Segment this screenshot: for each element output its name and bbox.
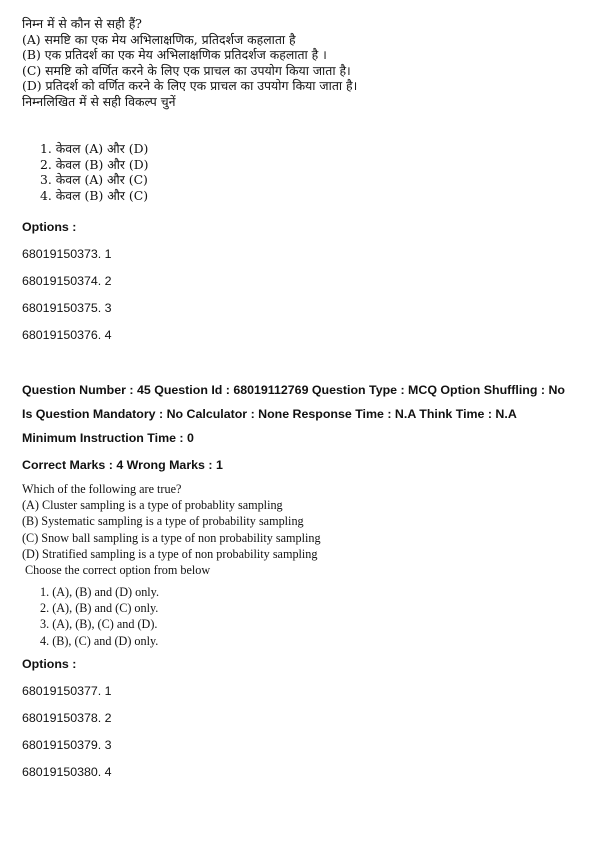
choice-item: 2. (A), (B) and (C) only. — [40, 601, 159, 616]
option-id: 68019150380. 4 — [22, 765, 112, 779]
choice-item: 4. (B), (C) and (D) only. — [40, 633, 159, 648]
question-45-choices — [40, 584, 575, 649]
choice-item: 4. केवल (B) और (C) — [40, 187, 149, 203]
question-line: (C) समष्टि को वर्णित करने के लिए एक प्राचल का उपयोग किया जाता है। — [22, 62, 351, 78]
question-marks: Correct Marks : 4 Wrong Marks : 1 — [22, 458, 223, 472]
question-line: (C) Snow ball sampling is a type of non probability sampling — [22, 530, 321, 545]
option-id: 68019150373. 1 — [22, 247, 112, 261]
option-id: 68019150374. 2 — [22, 274, 112, 288]
choice-item: 1. केवल (A) और (D) — [40, 141, 149, 156]
question-line: (A) समष्टि का एक मेय अभिलाक्षणिक, प्रतिदर्शज कहलाता है — [22, 31, 296, 47]
question-44-text — [22, 16, 575, 110]
question-line: (B) एक प्रतिदर्श का एक मेय अभिलाक्षणिक प्रतिदर्शज कहलाता है । — [22, 47, 327, 63]
question-line: (B) Systematic sampling is a type of probability sampling — [22, 514, 304, 529]
question-line: निम्नलिखित में से सही विकल्प चुनें — [22, 93, 176, 109]
choice-item: 1. (A), (B) and (D) only. — [40, 585, 160, 599]
options-label: Options : — [22, 220, 77, 234]
question-line: निम्न में से कौन से सही हैं? — [22, 16, 142, 31]
options-label: Options : — [22, 657, 77, 671]
question-45-text — [22, 481, 575, 578]
question-line: Choose the correct option from below — [22, 563, 211, 578]
choice-item: 3. केवल (A) और (C) — [40, 172, 148, 188]
question-meta-line: Is Question Mandatory : No Calculator : None Response Time : N.A Think Time : N.A — [22, 407, 517, 421]
question-meta-line: Question Number : 45 Question Id : 68019112769 Question Type : MCQ Option Shuffling : No — [22, 383, 565, 397]
option-id: 68019150375. 3 — [22, 301, 112, 315]
option-id: 68019150376. 4 — [22, 328, 112, 342]
option-id: 68019150379. 3 — [22, 738, 112, 752]
question-line: (D) प्रतिदर्श को वर्णित करने के लिए एक प्राचल का उपयोग किया जाता है। — [22, 78, 358, 94]
question-meta-line: Minimum Instruction Time : 0 — [22, 431, 194, 445]
choice-item: 2. केवल (B) और (D) — [40, 156, 149, 172]
question-line: (D) Stratified sampling is a type of non probability sampling — [22, 546, 318, 561]
option-id: 68019150377. 1 — [22, 684, 112, 698]
question-44-choices — [40, 141, 575, 203]
question-line: Which of the following are true? — [22, 482, 182, 496]
option-id: 68019150378. 2 — [22, 711, 112, 725]
choice-item: 3. (A), (B), (C) and (D). — [40, 617, 158, 632]
question-line: (A) Cluster sampling is a type of probablity sampling — [22, 498, 283, 513]
